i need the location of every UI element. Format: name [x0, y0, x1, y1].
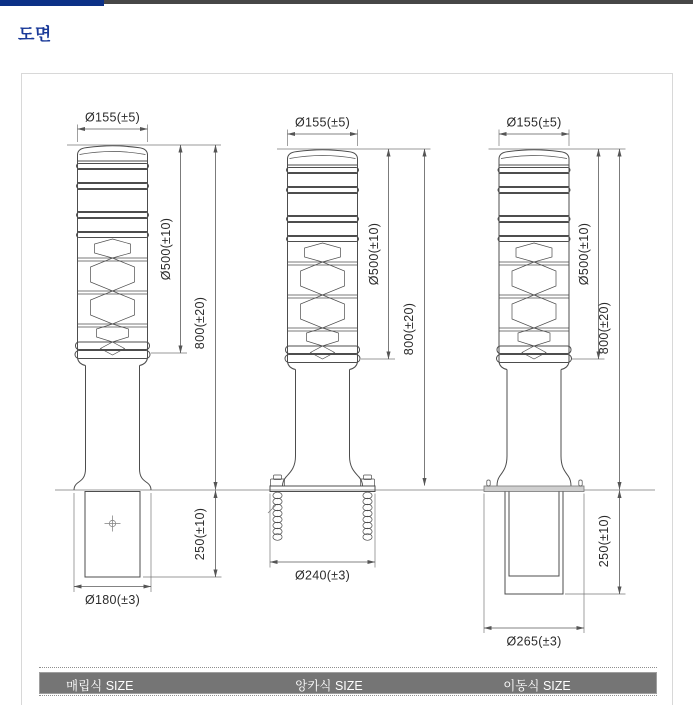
drawing-movable: [484, 116, 626, 649]
sleeve-outer: [505, 492, 563, 595]
drawing-anchor: [268, 116, 431, 583]
dim-embed-depth: 250(±10): [597, 514, 611, 568]
label-anchor-size: 앙카식 SIZE: [295, 679, 363, 693]
technical-drawing: [22, 74, 672, 666]
size-label-bar: [39, 672, 657, 694]
top-accent-bar: [0, 0, 104, 6]
dim-embed-depth: 250(±10): [193, 507, 207, 561]
dim-height: 800(±20): [193, 296, 207, 350]
label-buried-size: 매립식 SIZE: [66, 679, 134, 693]
dim-height: 800(±20): [597, 301, 611, 355]
dim-cap-diameter: Ø155(±5): [506, 115, 562, 130]
dim-base-diameter: Ø180(±3): [84, 593, 141, 607]
dim-height: 800(±20): [402, 302, 416, 356]
dim-base-diameter: Ø240(±3): [294, 568, 351, 583]
label-movable-size: 이동식 SIZE: [503, 679, 571, 693]
drawing-frame: [21, 73, 673, 705]
dim-reflective-height: Ø500(±10): [577, 222, 591, 286]
dim-reflective-height: Ø500(±10): [367, 222, 381, 286]
dim-cap-diameter: Ø155(±5): [294, 115, 351, 130]
top-rule-bar: [104, 0, 693, 4]
dim-cap-diameter: Ø155(±5): [84, 110, 141, 125]
dim-reflective-height: Ø500(±10): [159, 217, 173, 281]
dim-base-diameter: Ø265(±3): [506, 634, 562, 649]
page-title: 도면: [18, 25, 52, 44]
dotted-divider-bottom: [39, 695, 657, 696]
dotted-divider-top: [39, 667, 657, 668]
anchor-bolt-left: [268, 475, 285, 540]
sleeve-inner: [509, 492, 559, 577]
drawing-buried: [67, 111, 222, 608]
center-mark: [105, 516, 121, 532]
